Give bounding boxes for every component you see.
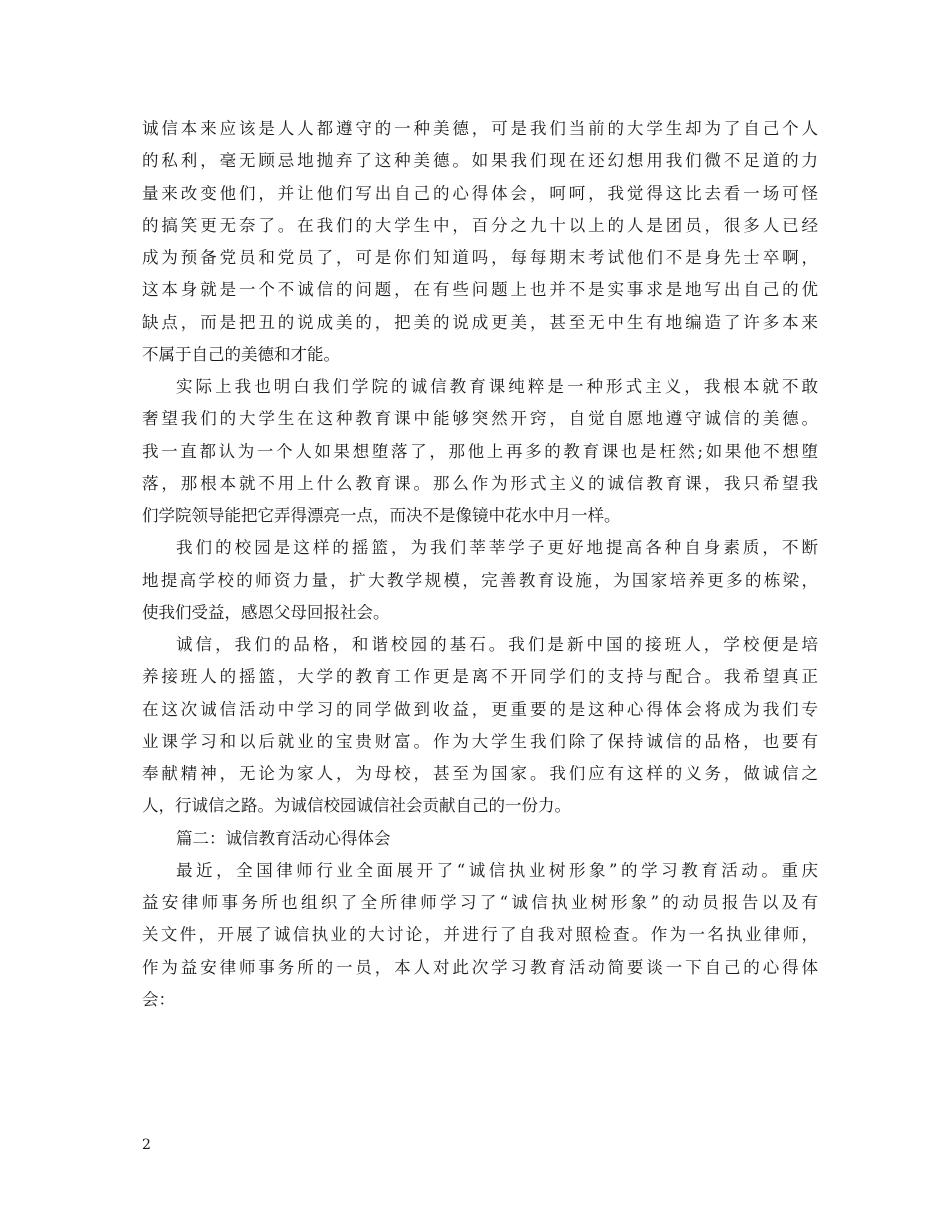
section-heading: 篇二：诚信教育活动心得体会 (176, 828, 391, 848)
text-line: 益安律师事务所也组织了全所律师学习了“诚信执业树形象”的动员报告以及有 (142, 893, 818, 912)
text-line: 我们的校园是这样的摇篮，为我们莘莘学子更好地提高各种自身素质，不断 (176, 538, 818, 558)
text-line: 奢望我们的大学生在这种教育课中能够突然开窍，自觉自愿地遵守诚信的美德。 (142, 409, 818, 429)
text-line: 量来改变他们，并让他们写出自己的心得体会，呵呵，我觉得这比去看一场可怪 (142, 183, 818, 203)
text-line: 奉献精神，无论为家人，为母校，甚至为国家。我们应有这样的义务，做诚信之 (142, 764, 818, 783)
text-line: 这本身就是一个不诚信的问题，在有些问题上也并不是实事求是地写出自己的优 (142, 280, 818, 300)
text-line: 业课学习和以后就业的宝贵财富。作为大学生我们除了保持诚信的品格，也要有 (142, 731, 818, 751)
text-line: 作为益安律师事务所的一员，本人对此次学习教育活动简要谈一下自己的心得体 (142, 957, 818, 977)
text-line: 们学院领导能把它弄得漂亮一点，而决不是像镜中花水中月一样。 (142, 506, 621, 525)
text-line: 地提高学校的师资力量，扩大教学规模，完善教育设施，为国家培养更多的栋梁， (142, 570, 818, 590)
text-line: 的搞笑更无奈了。在我们的大学生中，百分之九十以上的人是团员，很多人已经 (142, 215, 818, 235)
text-line: 诚信本来应该是人人都遵守的一种美德，可是我们当前的大学生却为了自己个人 (142, 119, 818, 138)
text-line: 的私利，毫无顾忌地抛弃了这种美德。如果我们现在还幻想用我们微不足道的力 (142, 151, 818, 171)
text-line: 缺点，而是把丑的说成美的，把美的说成更美，甚至无中生有地编造了许多本来 (142, 312, 818, 332)
text-line: 人，行诚信之路。为诚信校园诚信社会贡献自己的一份力。 (142, 796, 571, 816)
page-number: 2 (142, 1137, 151, 1153)
text-line: 使我们受益，感恩父母回报社会。 (142, 602, 390, 622)
text-line: 养接班人的摇篮，大学的教育工作更是离不开同学们的支持与配合。我希望真正 (142, 667, 818, 687)
text-line: 会： (142, 989, 175, 1009)
text-line: 关文件，开展了诚信执业的大讨论，并进行了自我对照检查。作为一名执业律师， (142, 925, 818, 945)
text-line: 落，那根本就不用上什么教育课。那么作为形式主义的诚信教育课，我只希望我 (142, 473, 818, 493)
text-line: 实际上我也明白我们学院的诚信教育课纯粹是一种形式主义，我根本就不敢 (176, 377, 818, 396)
text-line: 成为预备党员和党员了，可是你们知道吗，每每期末考试他们不是身先士卒啊， (142, 248, 818, 267)
text-line: 不属于自己的美德和才能。 (142, 344, 340, 364)
text-line: 我一直都认为一个人如果想堕落了，那他上再多的教育课也是枉然;如果他不想堕 (142, 441, 818, 461)
body-text (142, 113, 818, 1016)
text-line: 诚信，我们的品格，和谐校园的基石。我们是新中国的接班人，学校便是培 (176, 635, 818, 654)
text-line: 最近，全国律师行业全面展开了“诚信执业树形象”的学习教育活动。重庆 (176, 860, 818, 880)
text-line: 在这次诚信活动中学习的同学做到收益，更重要的是这种心得体会将成为我们专 (142, 699, 818, 719)
